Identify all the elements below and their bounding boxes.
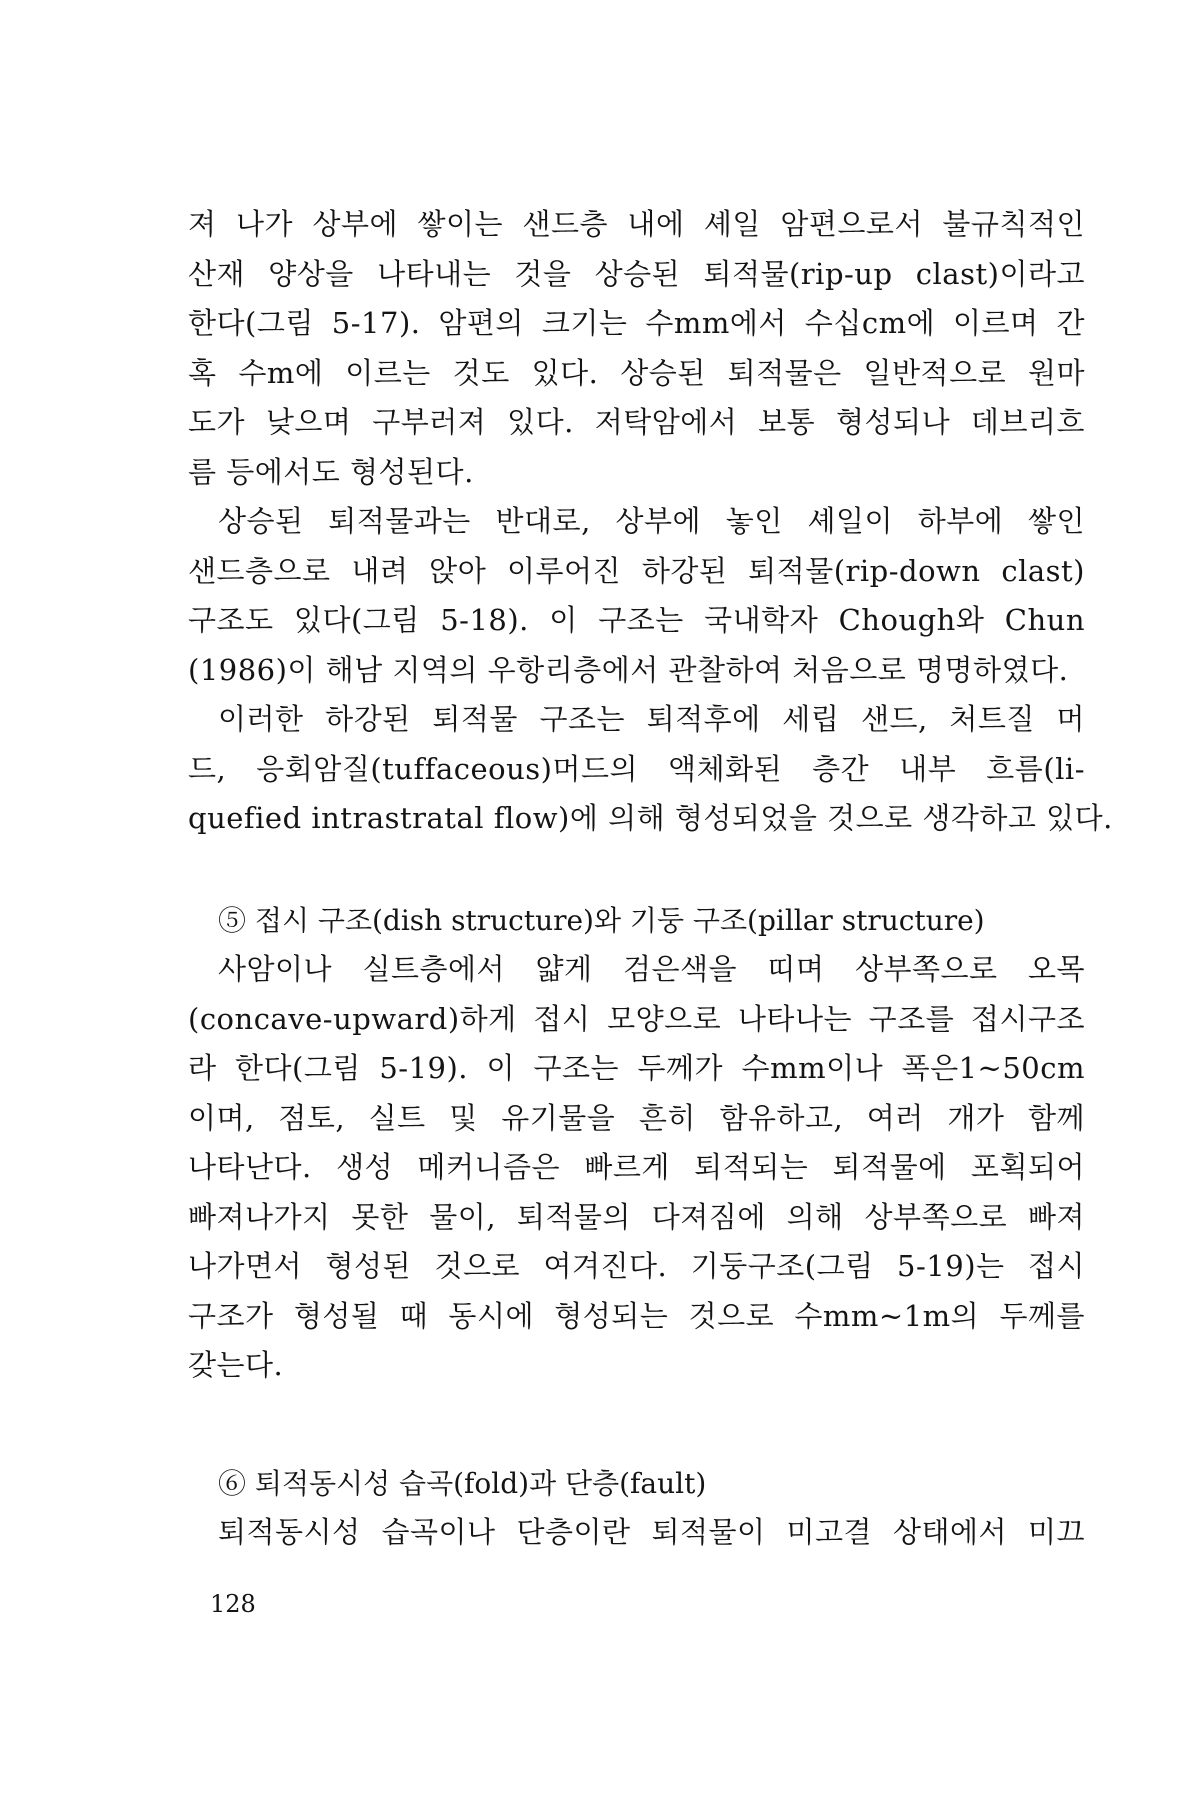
text-line: 사암이나 실트층에서 얇게 검은색을 띠며 상부쪽으로 오목 [218, 952, 1085, 986]
text-line: 구조가 형성될 때 동시에 형성되는 것으로 수mm~1m의 두께를 [188, 1298, 1085, 1333]
text-line: 샌드층으로 내려 앉아 이루어진 하강된 퇴적물(rip-down clast) [188, 553, 1085, 588]
text-line: 갖는다. [188, 1348, 284, 1382]
text-line: 드, 응회암질(tuffaceous)머드의 액체화된 층간 내부 흐름(li- [188, 751, 1085, 786]
text-line: 라 한다(그림 5-19). 이 구조는 두께가 수mm이나 폭은1~50cm [188, 1051, 1085, 1085]
section-heading-6: ⑥ 퇴적동시성 습곡(fold)과 단층(fault) [218, 1467, 707, 1500]
text-line: 이며, 점토, 실트 및 유기물을 흔히 함유하고, 여러 개가 함께 [188, 1100, 1085, 1135]
text-line: 빠져나가지 못한 물이, 퇴적물의 다져짐에 의해 상부쪽으로 빠져 [188, 1199, 1085, 1234]
text-line: 혹 수m에 이르는 것도 있다. 상승된 퇴적물은 일반적으로 원마 [188, 355, 1085, 390]
text-line: 도가 낮으며 구부러져 있다. 저탁암에서 보통 형성되나 데브리흐 [188, 405, 1085, 439]
text-line: 나타난다. 생성 메커니즘은 빠르게 퇴적되는 퇴적물에 포획되어 [188, 1150, 1085, 1184]
text-line: 퇴적동시성 습곡이나 단층이란 퇴적물이 미고결 상태에서 미끄 [218, 1515, 1085, 1549]
paragraph-syndepositional [188, 1508, 1085, 1558]
text-line: (1986)이 해남 지역의 우항리층에서 관찰하여 처음으로 명명하였다. [188, 652, 1069, 687]
section-syndepositional-fold-fault [188, 1460, 1085, 1558]
paragraph-rip-down-clast [188, 497, 1085, 695]
paragraph-dish-structure [188, 945, 1085, 1391]
text-line: 나가면서 형성된 것으로 여겨진다. 기둥구조(그림 5-19)는 접시 [188, 1249, 1085, 1283]
text-line: 산재 양상을 나타내는 것을 상승된 퇴적물(rip-up clast)이라고 [188, 256, 1085, 291]
text-line: (concave-upward)하게 접시 모양으로 나타나는 구조를 접시구조 [188, 1001, 1085, 1036]
section-rip-clasts [188, 200, 1113, 844]
text-line: 져 나가 상부에 쌓이는 샌드층 내에 셰일 암편으로서 불규칙적인 [188, 207, 1085, 241]
text-line: 한다(그림 5-17). 암편의 크기는 수mm에서 수십cm에 이르며 간 [188, 306, 1085, 340]
text-line: 구조도 있다(그림 5-18). 이 구조는 국내학자 Chough와 Chun [188, 603, 1085, 637]
paragraph-rip-down-origin [188, 695, 1113, 844]
text-line: 름 등에서도 형성된다. [188, 454, 474, 489]
text-line: 이러한 하강된 퇴적물 구조는 퇴적후에 세립 샌드, 처트질 머 [218, 702, 1085, 736]
text-line: 상승된 퇴적물과는 반대로, 상부에 놓인 셰일이 하부에 쌓인 [218, 504, 1085, 538]
page-number: 128 [210, 1590, 256, 1618]
section-heading-5: ⑤ 접시 구조(dish structure)와 기둥 구조(pillar structure) [218, 904, 985, 937]
section-dish-pillar-structure [188, 897, 1085, 1391]
paragraph-rip-up-clast [188, 200, 1085, 497]
text-line: quefied intrastratal flow)에 의해 형성되었을 것으로 생각하고 있다. [188, 801, 1113, 835]
